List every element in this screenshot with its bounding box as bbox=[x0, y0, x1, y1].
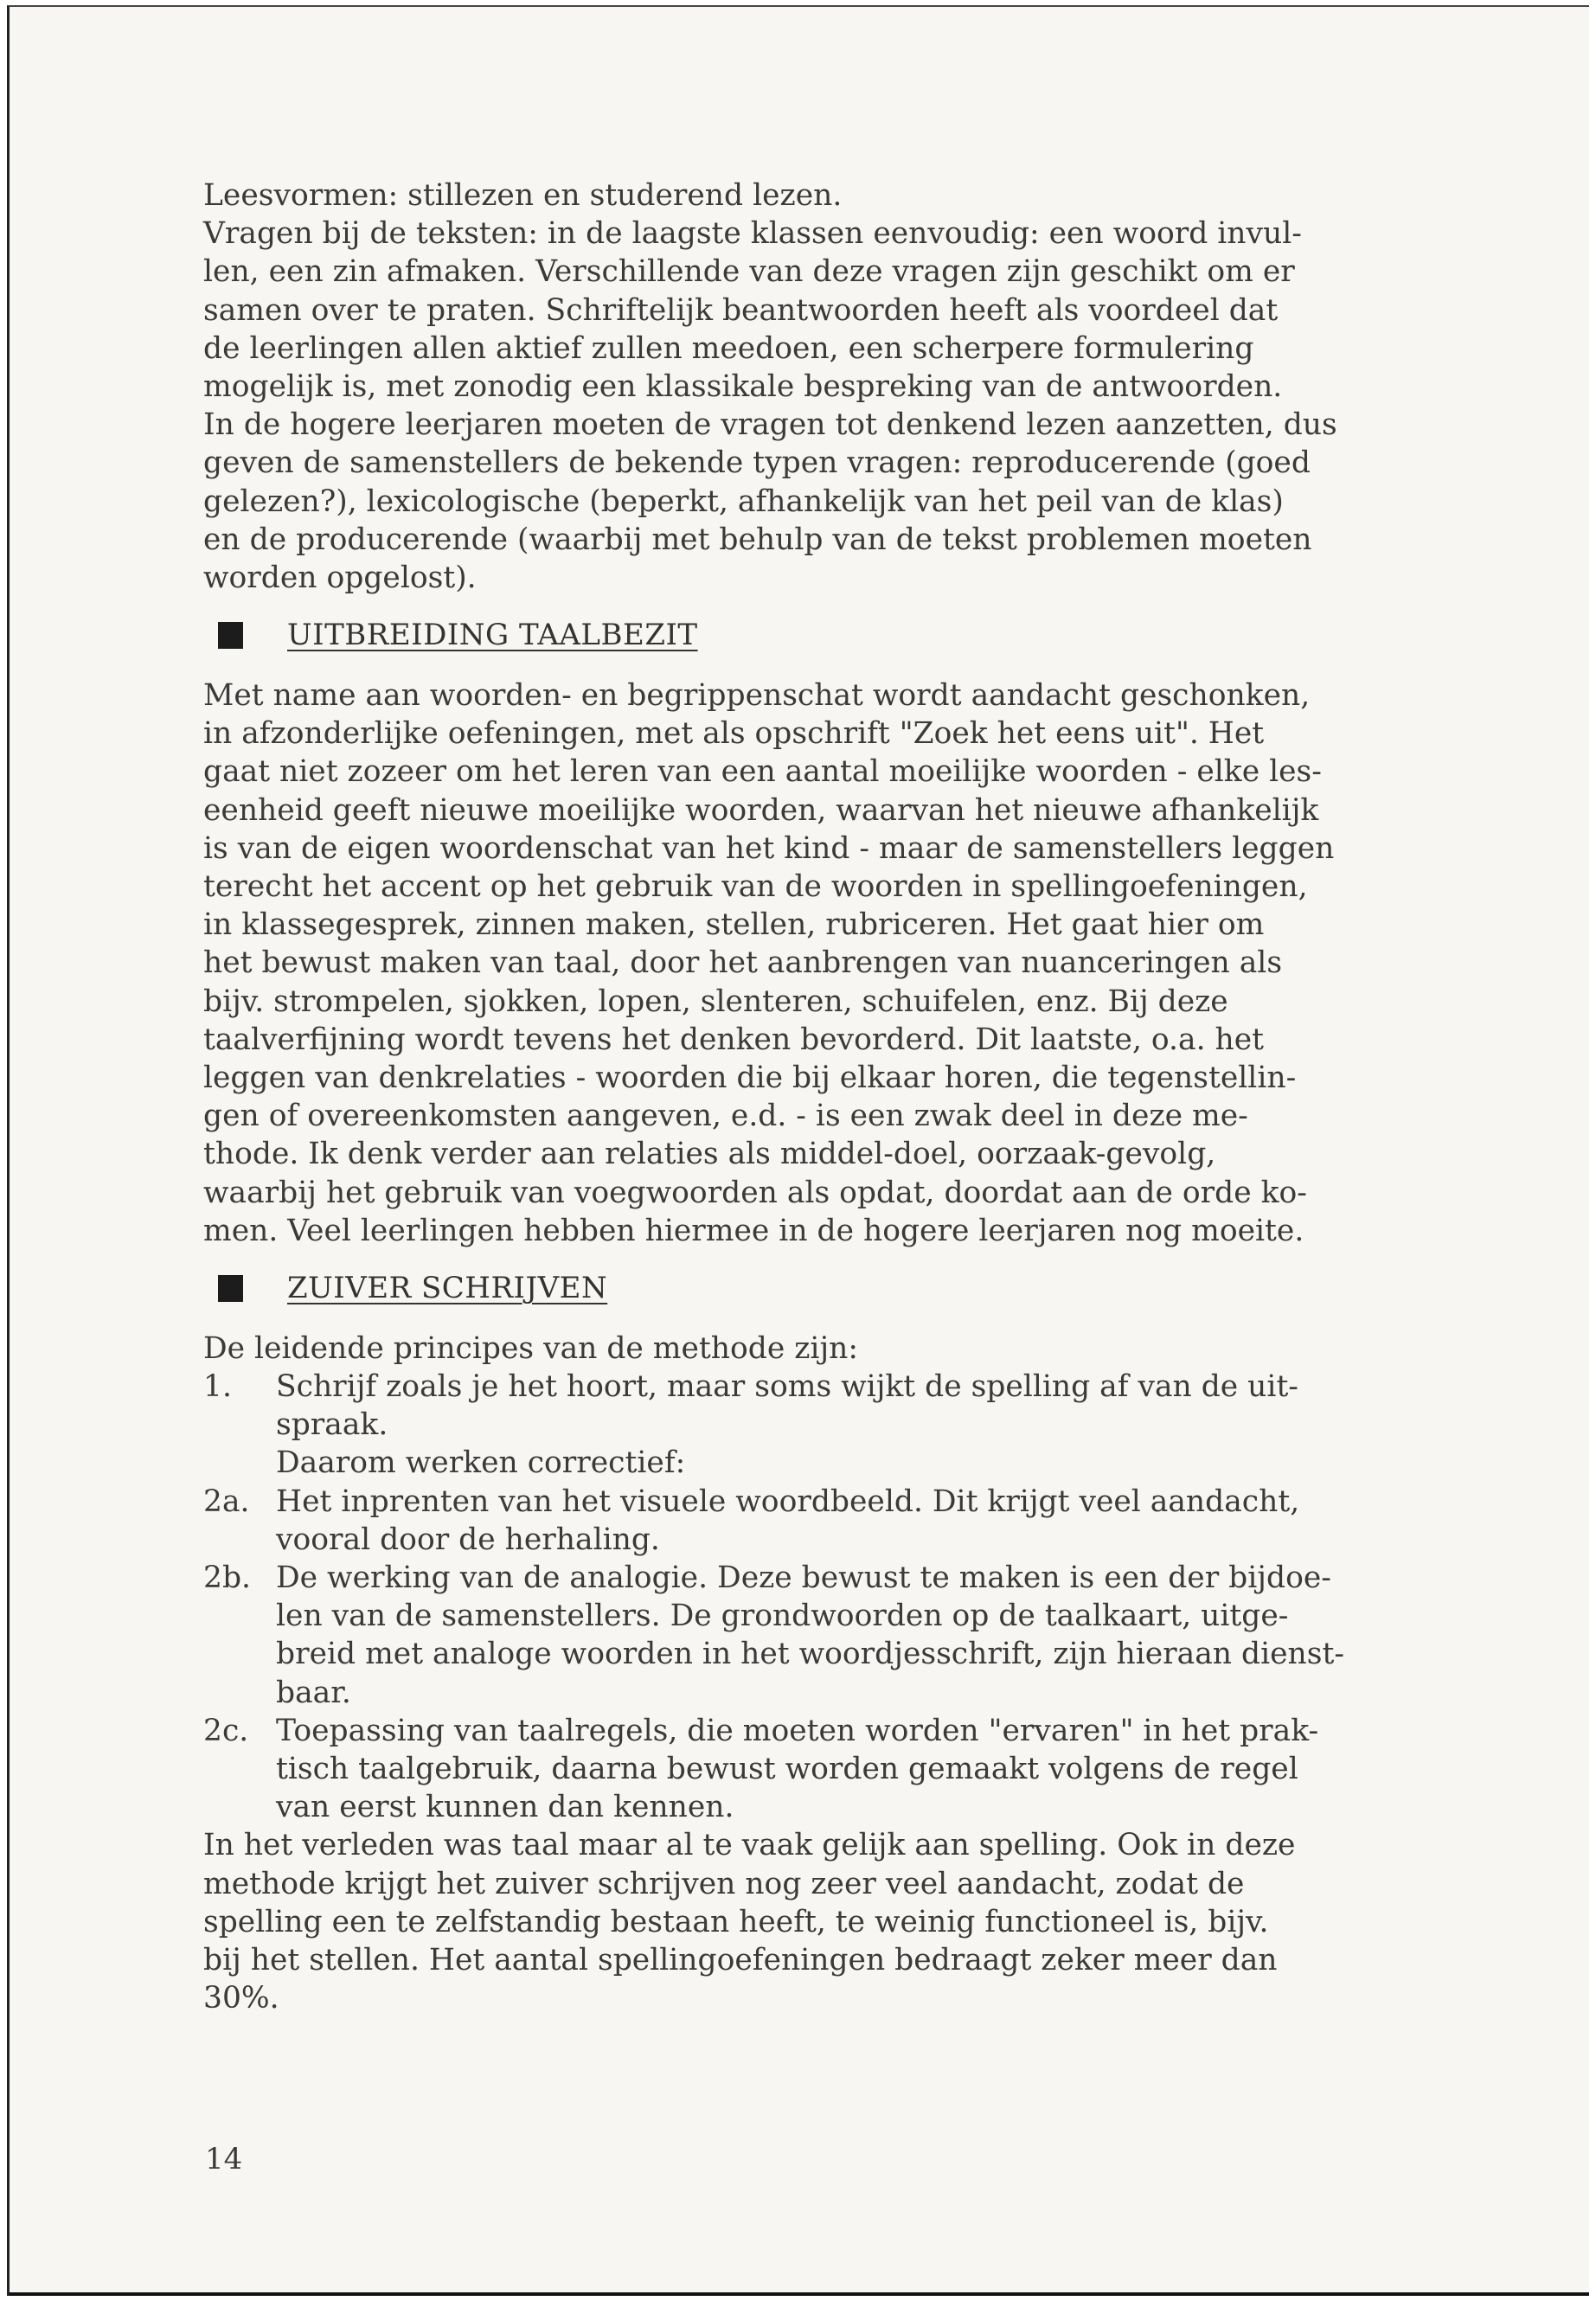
section-marker-icon bbox=[218, 1275, 243, 1302]
text-line: eenheid geeft nieuwe moeilijke woorden, waarvan het nieuwe afhankelijk bbox=[203, 792, 1319, 828]
list-item-number: 2a. bbox=[203, 1484, 250, 1519]
section-heading-uitbreiding bbox=[203, 616, 1492, 654]
text-line: de leerlingen allen aktief zullen meedoen, een scherpere formulering bbox=[203, 330, 1254, 366]
list-item-continuation: vooral door de herhaling. bbox=[276, 1522, 660, 1557]
text-line: thode. Ik denk verder aan relaties als middel-doel, oorzaak-gevolg, bbox=[203, 1137, 1216, 1172]
text-line: samen over te praten. Schriftelijk beantwoorden heeft als voordeel dat bbox=[203, 292, 1279, 328]
text-line: len, een zin afmaken. Verschillende van deze vragen zijn geschikt om er bbox=[203, 254, 1295, 290]
text-line: men. Veel leerlingen hebben hiermee in de hogere leerjaren nog moeite. bbox=[203, 1213, 1304, 1248]
list-item-number: 2b. bbox=[203, 1561, 252, 1595]
text-line: Leesvormen: stillezen en studerend lezen. bbox=[203, 178, 843, 213]
list-item-continuation: breid met analoge woorden in het woordjesschrift, zijn hieraan dienst- bbox=[276, 1637, 1344, 1672]
body-text bbox=[203, 176, 1492, 2017]
list-item bbox=[203, 1559, 1492, 1597]
corrective-note: Daarom werken correctief: bbox=[276, 1445, 686, 1481]
section-marker-icon bbox=[218, 622, 243, 649]
list-item bbox=[203, 1712, 1492, 1750]
text-line: spelling een te zelfstandig bestaan heeft, te weinig functioneel is, bijv. bbox=[203, 1904, 1269, 1939]
text-line: In de hogere leerjaren moeten de vragen tot denkend lezen aanzetten, dus bbox=[203, 407, 1337, 443]
list-item-number: 2c. bbox=[203, 1713, 249, 1748]
text-line: en de producerende (waarbij met behulp van de tekst problemen moeten bbox=[203, 522, 1312, 557]
uitbreiding-paragraph bbox=[203, 676, 1492, 1250]
list-item-text: Het inprenten van het visuele woordbeeld. Dit krijgt veel aandacht, bbox=[276, 1484, 1300, 1519]
principles-intro: De leidende principes van de methode zijn: bbox=[203, 1330, 858, 1366]
text-line: worden opgelost). bbox=[203, 560, 477, 595]
intro-paragraph bbox=[203, 176, 1492, 597]
list-item-continuation: tisch taalgebruik, daarna bewust worden gemaakt volgens de regel bbox=[276, 1751, 1298, 1786]
text-line: is van de eigen woordenschat van het kind - maar de samenstellers leggen bbox=[203, 830, 1335, 866]
section-heading-zuiver-schrijven bbox=[203, 1269, 1492, 1307]
text-line: methode krijgt het zuiver schrijven nog zeer veel aandacht, zodat de bbox=[203, 1866, 1245, 1901]
page-edge bbox=[10, 2292, 1589, 2296]
list-item-number: 1. bbox=[203, 1369, 232, 1405]
text-line: waarbij het gebruik van voegwoorden als opdat, doordat aan de orde ko- bbox=[203, 1175, 1307, 1210]
text-line: 30%. bbox=[203, 1981, 279, 2016]
list-item-continuation: baar. bbox=[276, 1675, 351, 1710]
list-item-text: De werking van de analogie. Deze bewust te maken is een der bijdoe- bbox=[276, 1561, 1331, 1595]
list-item bbox=[203, 1483, 1492, 1521]
list-item-text: Schrijf zoals je het hoort, maar soms wijkt de spelling af van de uit- bbox=[276, 1369, 1298, 1405]
list-item bbox=[203, 1368, 1492, 1406]
text-line: gaat niet zozeer om het leren van een aantal moeilijke woorden - elke les- bbox=[203, 754, 1322, 790]
text-line: in klassegesprek, zinnen maken, stellen, rubriceren. Het gaat hier om bbox=[203, 907, 1265, 943]
text-line: in afzonderlijke oefeningen, met als opschrift "Zoek het eens uit". Het bbox=[203, 716, 1265, 752]
text-line: leggen van denkrelaties - woorden die bij elkaar horen, die tegenstellin- bbox=[203, 1060, 1297, 1095]
list-item-continuation: van eerst kunnen dan kennen. bbox=[276, 1790, 734, 1825]
section-heading-text: UITBREIDING TAALBEZIT bbox=[287, 618, 698, 653]
page bbox=[7, 5, 1589, 2296]
text-line: bijv. strompelen, sjokken, lopen, slenteren, schuifelen, enz. Bij deze bbox=[203, 984, 1228, 1019]
list-item-text: Toepassing van taalregels, die moeten worden "ervaren" in het prak- bbox=[276, 1713, 1319, 1748]
zuiver-schrijven-section bbox=[203, 1330, 1492, 2017]
text-line: gelezen?), lexicologische (beperkt, afhankelijk van het peil van de klas) bbox=[203, 484, 1284, 519]
text-line: Met name aan woorden- en begrippenschat wordt aandacht geschonken, bbox=[203, 678, 1311, 714]
list-item-continuation: spraak. bbox=[276, 1407, 388, 1443]
page-number: 14 bbox=[205, 2142, 243, 2176]
text-line: geven de samenstellers de bekende typen vragen: reproducerende (goed bbox=[203, 445, 1311, 481]
text-line: In het verleden was taal maar al te vaak gelijk aan spelling. Ook in deze bbox=[203, 1828, 1296, 1863]
text-line: mogelijk is, met zonodig een klassikale bespreking van de antwoorden. bbox=[203, 369, 1283, 404]
text-line: het bewust maken van taal, door het aanbrengen van nuanceringen als bbox=[203, 945, 1283, 981]
text-line: terecht het accent op het gebruik van de woorden in spellingoefeningen, bbox=[203, 869, 1308, 904]
text-line: Vragen bij de teksten: in de laagste klassen eenvoudig: een woord invul- bbox=[203, 216, 1302, 252]
text-line: bij het stellen. Het aantal spellingoefeningen bedraagt zeker meer dan bbox=[203, 1942, 1278, 1977]
section-heading-text: ZUIVER SCHRIJVEN bbox=[287, 1270, 608, 1305]
text-line: taalverfijning wordt tevens het denken bevorderd. Dit laatste, o.a. het bbox=[203, 1022, 1265, 1057]
text-line: gen of overeenkomsten aangeven, e.d. - is een zwak deel in deze me- bbox=[203, 1099, 1248, 1134]
list-item-continuation: len van de samenstellers. De grondwoorden op de taalkaart, uitge- bbox=[276, 1599, 1289, 1634]
